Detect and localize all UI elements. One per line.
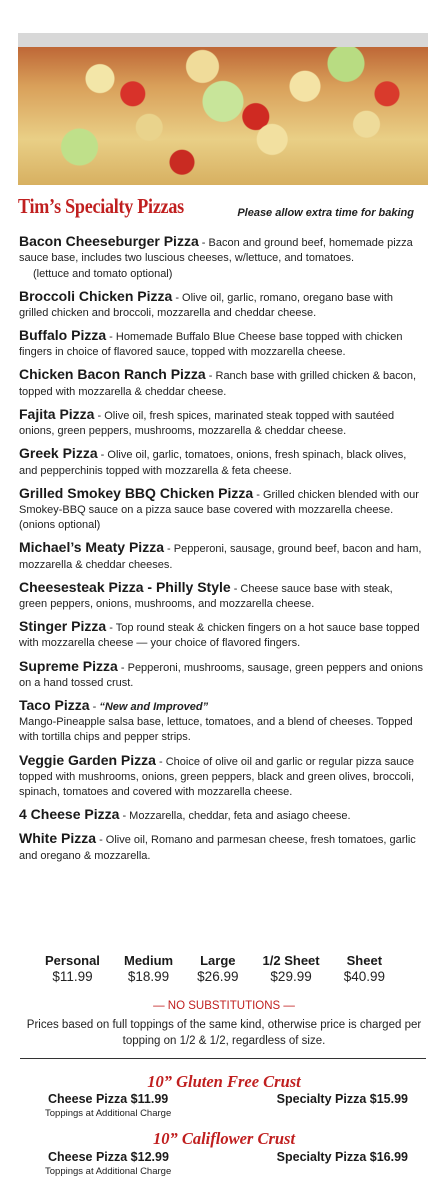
size-label: Large (200, 953, 236, 968)
item-name: Broccoli Chicken Pizza (19, 287, 173, 304)
gluten-free-toppings-note: Toppings at Additional Charge (45, 1108, 172, 1119)
item-name: Greek Pizza (19, 445, 98, 462)
photo-background (18, 33, 428, 47)
item-description: - Cheese sauce base with steak, green peppers, onions, mushrooms, and mozzarella cheese. (19, 582, 393, 611)
divider (20, 1058, 426, 1059)
item-description: - Top round steak & chicken fingers on a hot sauce base topped with mozzarella cheese — your choice of flavored fingers. (19, 622, 420, 650)
item-description: - Pepperoni, sausage, ground beef, bacon and ham, mozzarella & cheddar cheeses. (19, 543, 422, 571)
menu-item (19, 619, 423, 652)
no-substitutions-notice: — NO SUBSTITUTIONS — (153, 1000, 295, 1012)
item-description: - Mozzarella, cheddar, feta and asiago cheese. (119, 810, 351, 823)
taco-pizza-photo (18, 33, 428, 185)
size-price: $11.99 (52, 969, 93, 984)
price-column (263, 953, 320, 984)
gluten-free-cheese-price: Cheese Pizza $11.99 (48, 1092, 169, 1106)
size-label: Sheet (346, 953, 383, 968)
item-name: 4 Cheese Pizza (19, 806, 120, 823)
item-name: White Pizza (19, 830, 97, 847)
menu-item (19, 659, 423, 692)
item-name: Buffalo Pizza (19, 327, 107, 344)
menu-item (19, 831, 423, 864)
item-description: - Olive oil, garlic, tomatoes, onions, fresh spinach, black olives, and pepperchinis topped with mozzarella & feta cheese. (19, 449, 407, 477)
item-name: Veggie Garden Pizza (19, 751, 156, 768)
califlower-specialty-price: Specialty Pizza $16.99 (276, 1150, 408, 1164)
menu-item (19, 446, 423, 479)
menu-item (19, 234, 423, 282)
price-column (344, 953, 385, 984)
item-name: Grilled Smokey BBQ Chicken Pizza (19, 484, 254, 501)
gluten-free-title: 10” Gluten Free Crust (147, 1072, 301, 1091)
size-price: $18.99 (127, 969, 170, 984)
item-description: - Olive oil, Romano and parmesan cheese, fresh tomatoes, garlic and oregano & mozzarella. (19, 834, 416, 862)
pizza-list (19, 234, 423, 871)
size-label: 1/2 Sheet (262, 953, 320, 968)
califlower-title: 10” Califlower Crust (152, 1129, 296, 1148)
size-label: Medium (123, 953, 174, 968)
item-description: - Pepperoni, mushrooms, sausage, green peppers and onions on a hand tossed crust. (19, 661, 423, 689)
pricing-policy: Prices based on full toppings of the same kind, otherwise price is charged per topping on 1/2 & 1/2, regardless of size. (26, 1019, 422, 1047)
menu-item (19, 486, 423, 534)
item-description: - Ranch base with grilled chicken & bacon, topped with mozzarella & cheddar cheese. (19, 370, 417, 398)
item-tag: “New and Improved” (99, 700, 209, 713)
menu-item (19, 753, 423, 801)
item-description: - Bacon and ground beef, homemade pizza sauce base, includes two luscious cheeses, w/lettuce, and tomatoes. (19, 237, 413, 265)
size-price: $40.99 (343, 969, 385, 984)
item-name: Cheesesteak Pizza - Philly Style (19, 578, 231, 595)
item-name: Stinger Pizza (19, 618, 107, 635)
item-name: Chicken Bacon Ranch Pizza (19, 366, 206, 383)
size-label: Personal (45, 953, 100, 968)
item-description-line2: Mango-Pineapple salsa base, lettuce, tomatoes, and a blend of cheeses. Topped with tortilla chips and pepper strips. (19, 716, 413, 744)
gluten-free-specialty-price: Specialty Pizza $15.99 (276, 1092, 408, 1106)
menu-item (19, 698, 423, 746)
item-name: Michael’s Meaty Pizza (19, 539, 164, 556)
price-column (124, 953, 173, 984)
item-description: - Homemade Buffalo Blue Cheese base topped with chicken fingers in choice of flavored sauce, topped with mozzarella cheese. (19, 331, 403, 359)
item-note: (lettuce and tomato optional) (33, 267, 173, 280)
item-description: - Olive oil, fresh spices, marinated steak topped with sautéed onions, green peppers, mushrooms, mozzarella & cheddar cheese. (19, 409, 395, 438)
item-name: Taco Pizza (19, 696, 90, 713)
menu-item (19, 807, 423, 824)
menu-item (19, 580, 423, 613)
menu-item (19, 367, 423, 400)
baking-note: Please allow extra time for baking (237, 207, 414, 219)
menu-item (19, 328, 423, 361)
menu-item (19, 289, 423, 322)
item-name: Supreme Pizza (19, 657, 118, 674)
menu-item (19, 540, 423, 573)
item-description: - Grilled chicken blended with our Smokey-BBQ sauce on a pizza sauce base covered with mozzarella cheese. (onions optional) (19, 488, 419, 532)
menu-header (18, 194, 428, 224)
size-price: $26.99 (197, 969, 239, 984)
price-column (45, 953, 100, 984)
califlower-toppings-note: Toppings at Additional Charge (45, 1166, 172, 1177)
item-description: - Choice of olive oil and garlic or regular pizza sauce topped with mushrooms, onions, green peppers, black and green olives, broccoli, spinach, tomatoes and covered with mozzarella cheese. (19, 755, 415, 799)
price-column (197, 953, 238, 984)
menu-title: Tim’s Specialty Pizzas (18, 194, 184, 218)
item-name: Bacon Cheeseburger Pizza (19, 233, 199, 249)
item-description: - (89, 700, 100, 713)
item-description: - Olive oil, garlic, romano, oregano base with grilled chicken and broccoli, mozzarella and cheddar cheese. (19, 291, 393, 319)
menu-item (19, 407, 423, 440)
size-price: $29.99 (270, 969, 312, 984)
price-table (45, 953, 385, 984)
item-name: Fajita Pizza (19, 405, 95, 422)
califlower-cheese-price: Cheese Pizza $12.99 (48, 1150, 169, 1164)
